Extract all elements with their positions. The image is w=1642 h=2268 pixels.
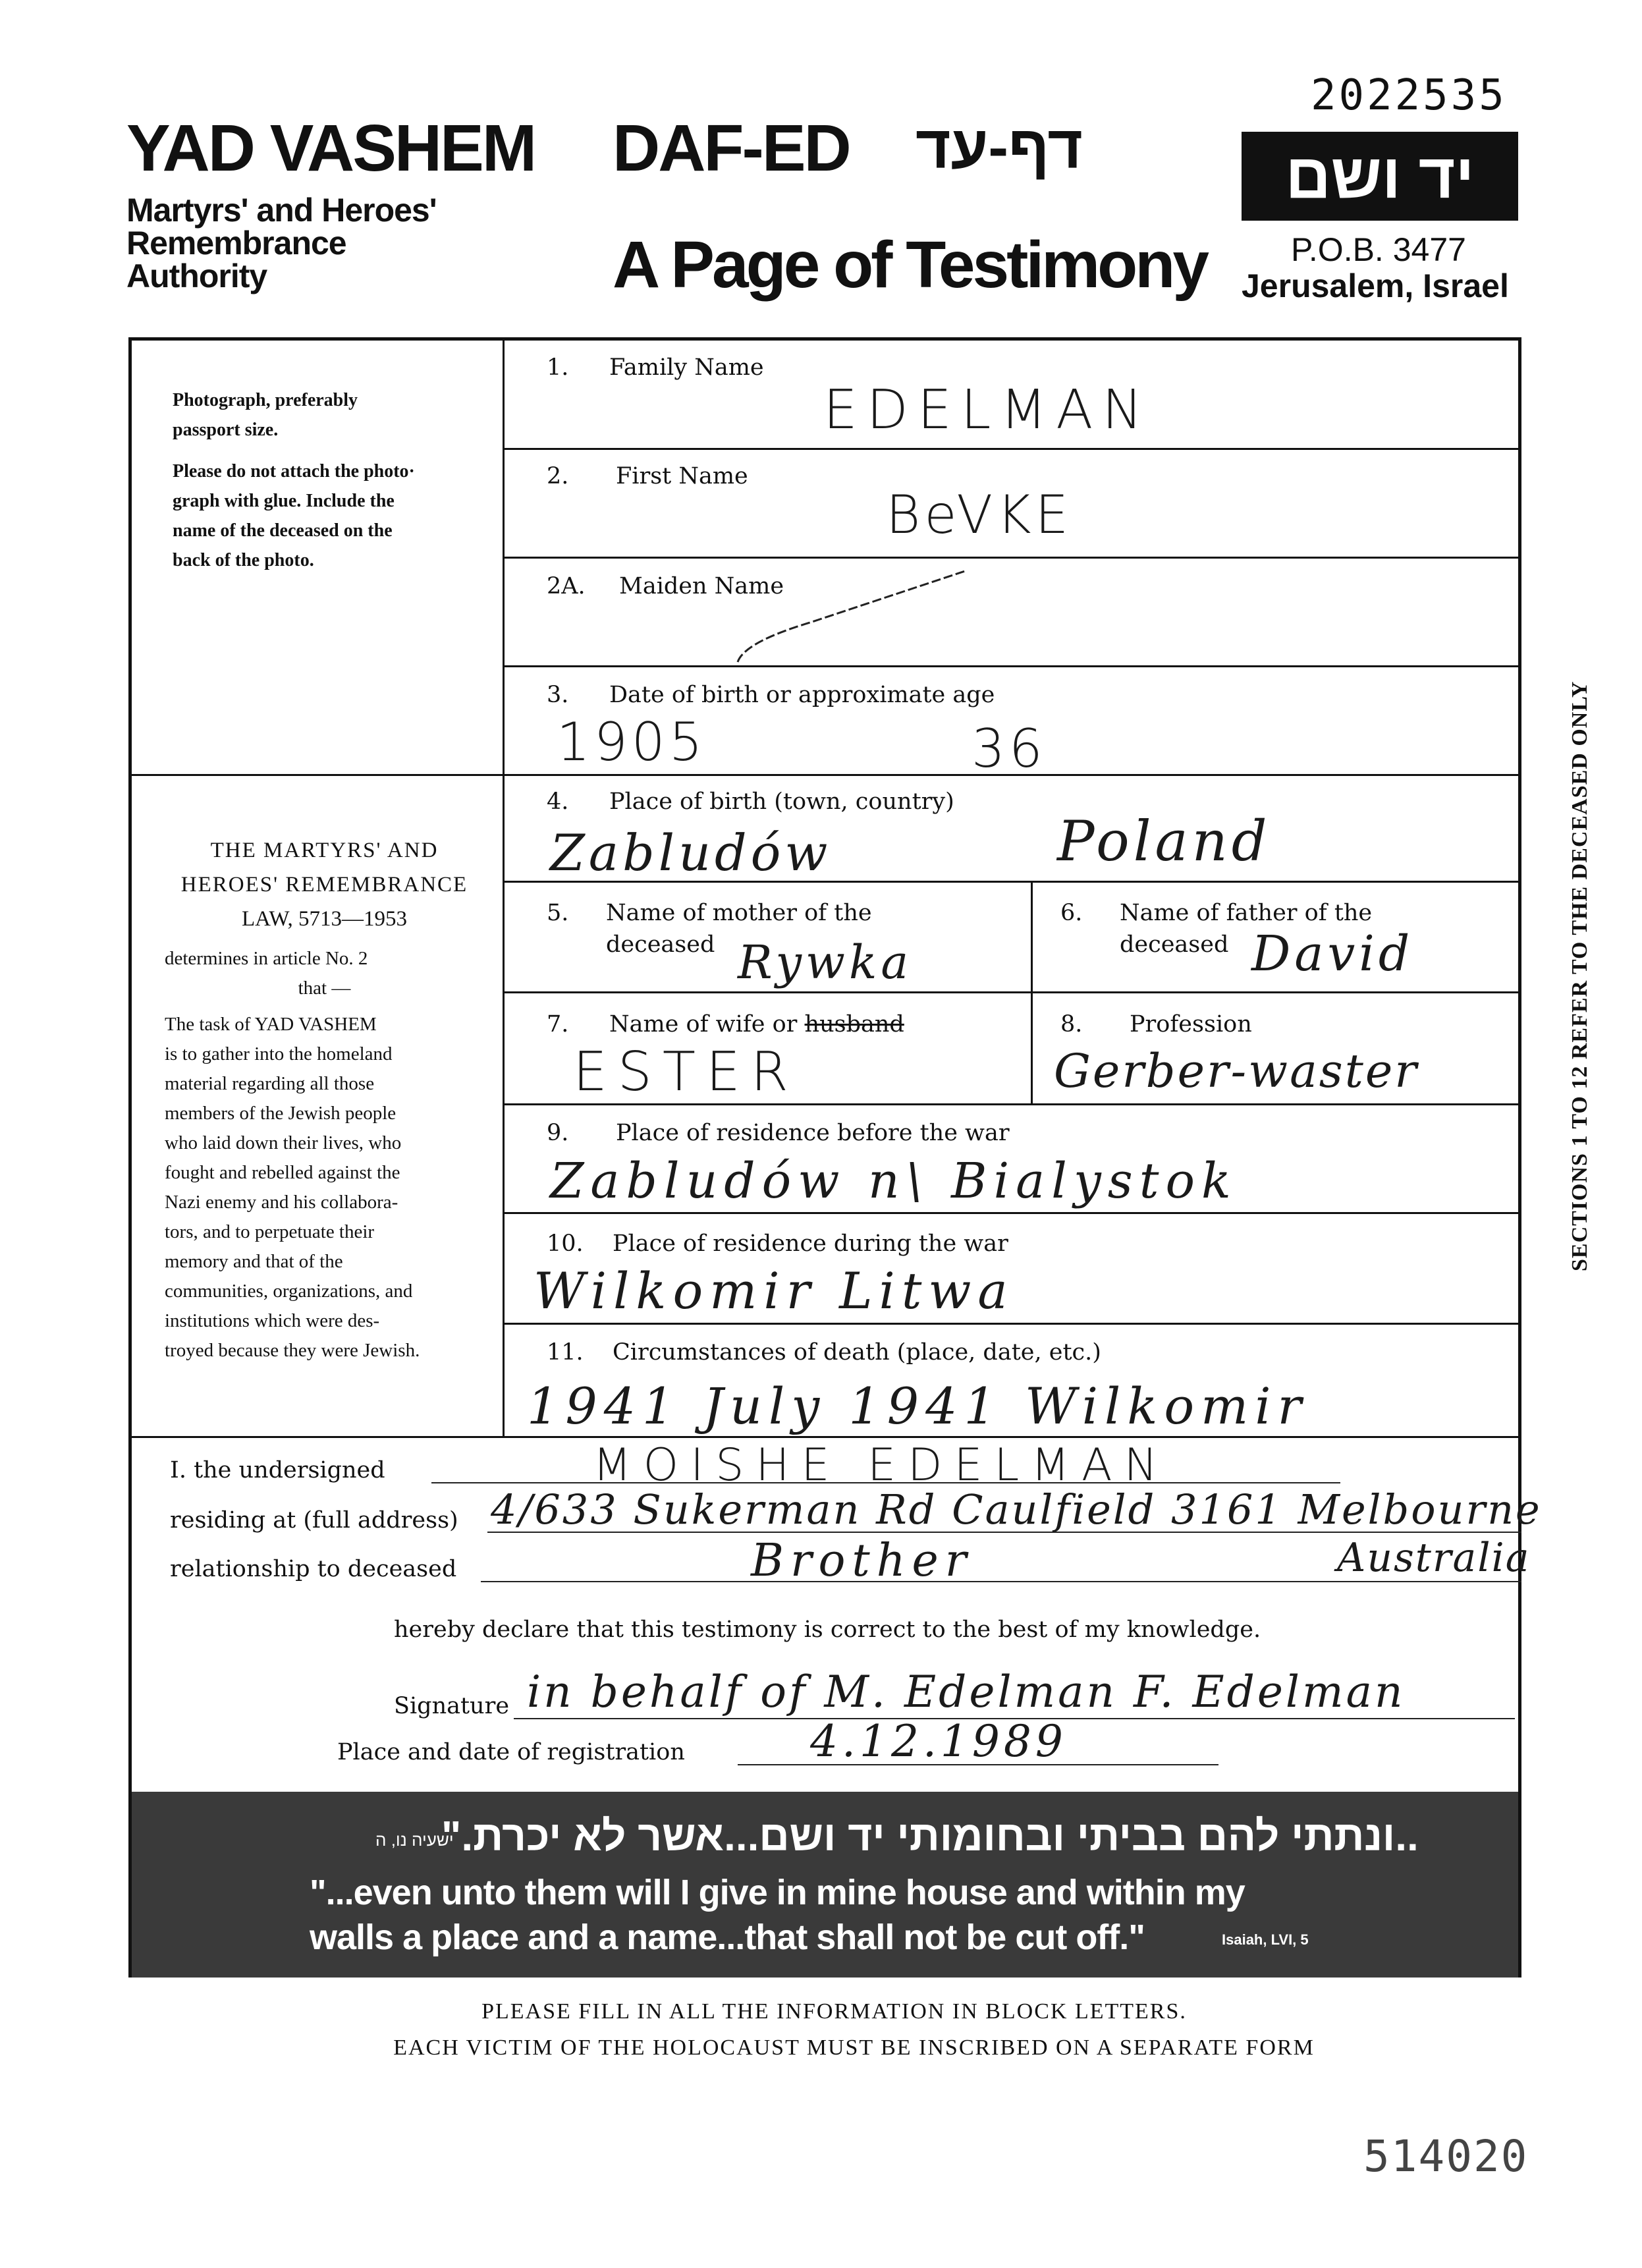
field-4-town[interactable]: Zabludów [550, 823, 832, 882]
law-body-line: who laid down their lives, who [165, 1132, 402, 1153]
field-7-label-husband-struck: husband [804, 1011, 904, 1037]
address-label: residing at (full address) [170, 1507, 458, 1534]
row-line-9 [504, 1212, 1519, 1214]
field-5-number: 5. [547, 900, 569, 926]
field-5-label-1: Name of mother of the [606, 900, 872, 926]
row-line-2a [504, 665, 1519, 667]
row-line-10 [504, 1323, 1519, 1325]
relationship-value[interactable]: Brother [751, 1535, 973, 1587]
field-9-label: Place of residence before the war [616, 1120, 1010, 1146]
law-that: that — [298, 978, 351, 999]
law-body-line: tors, and to perpetuate their [165, 1221, 375, 1242]
org-title: YAD VASHEM [126, 111, 535, 185]
undersigned-value[interactable]: MOISHE EDELMAN [593, 1439, 1170, 1491]
field-3-number: 3. [547, 682, 569, 708]
field-8-value[interactable]: Gerber-waster [1054, 1044, 1419, 1098]
law-block [165, 833, 484, 1366]
field-4-number: 4. [547, 788, 569, 815]
field-2a-strike-mark [731, 563, 981, 669]
law-title-1: THE MARTYRS' AND [210, 839, 439, 862]
document-number: 2022535 [1311, 71, 1507, 120]
law-body-line: fought and rebelled against the [165, 1162, 400, 1183]
photo-line-1: Photograph, preferably [173, 390, 358, 410]
daf-ed-hebrew: דף-עד [916, 114, 1083, 181]
page-title: A Page of Testimony [613, 228, 1207, 302]
side-note-vertical: SECTIONS 1 TO 12 REFER TO THE DECEASED ONLY [1568, 680, 1592, 1271]
law-body-line: material regarding all those [165, 1073, 375, 1094]
photo-line-4: graph with glue. Include the [173, 491, 395, 511]
relationship-underline [481, 1581, 1521, 1582]
form-right-border [1518, 337, 1521, 1978]
field-6-label-1: Name of father of the [1120, 900, 1373, 926]
field-11-number: 11. [547, 1339, 584, 1366]
field-2-number: 2. [547, 463, 569, 489]
field-1-value[interactable]: EDELMAN [823, 379, 1152, 441]
org-subtitle-3: Authority [126, 258, 267, 294]
bottom-archive-number: 514020 [1363, 2131, 1529, 2182]
org-subtitle-2: Remembrance [126, 225, 346, 262]
row-line-5-6 [504, 991, 1519, 993]
law-body-line: Nazi enemy and his collabora- [165, 1192, 398, 1213]
field-7-number: 7. [547, 1011, 569, 1037]
photo-line-6: back of the photo. [173, 550, 314, 570]
banner-hebrew-text: ..ונתתי להם בביתי ובחומותי יד ושם...אשר לא יכרת." [441, 1812, 1419, 1860]
org-subtitle-1: Martyrs' and Heroes' [126, 192, 437, 229]
law-title-2: HEROES' REMEMBRANCE [180, 873, 468, 897]
declaration-statement: hereby declare that this testimony is correct to the best of my knowledge. [394, 1617, 1261, 1643]
field-9-value[interactable]: Zabludów n\ Bialystok [550, 1153, 1238, 1209]
field-1-label: Family Name [609, 354, 764, 381]
address-value[interactable]: 4/633 Sukerman Rd Caulfield 3161 Melbourne [491, 1485, 1542, 1534]
photo-line-2: passport size. [173, 420, 279, 440]
field-1-number: 1. [547, 354, 569, 381]
photo-line-3: Please do not attach the photo· [173, 461, 415, 482]
field-3-birth-year[interactable]: 1905 [557, 711, 707, 773]
field-7-label [609, 1011, 904, 1037]
row-line-1 [504, 448, 1519, 450]
law-body-line: troyed because they were Jewish. [165, 1340, 420, 1361]
pob-address: P.O.B. 3477 [1291, 231, 1466, 268]
form-left-border [128, 337, 132, 1978]
law-body-line: is to gather into the homeland [165, 1043, 393, 1065]
field-6-value[interactable]: David [1251, 926, 1414, 982]
place-date-label: Place and date of registration [337, 1739, 685, 1765]
logo-hebrew-text: יד ושם [1285, 141, 1475, 211]
row-line-7-8 [504, 1103, 1519, 1105]
field-3-age[interactable]: 36 [972, 718, 1047, 779]
daf-ed-title: DAF-ED [613, 111, 850, 185]
city-address: Jerusalem, Israel [1242, 267, 1509, 304]
field-10-value[interactable]: Wilkomir Litwa [534, 1261, 1014, 1320]
law-title-3: LAW, 5713—1953 [242, 907, 407, 931]
law-body-line: The task of YAD VASHEM [165, 1014, 377, 1035]
law-body-line: members of the Jewish people [165, 1103, 397, 1124]
row-line-2 [504, 557, 1519, 559]
field-10-number: 10. [547, 1231, 584, 1257]
country-value[interactable]: Australia [1337, 1535, 1531, 1581]
photo-box-divider [128, 774, 504, 776]
yad-vashem-logo [1242, 132, 1518, 221]
field-5-label-2: deceased [606, 931, 715, 958]
footer-line-2: EACH VICTIM OF THE HOLOCAUST MUST BE INSCRIBED ON A SEPARATE FORM [393, 2035, 1315, 2060]
banner-english-line-2: walls a place and a name...that shall not be cut off." [310, 1918, 1145, 1957]
field-5-value[interactable]: Rywka [738, 935, 913, 989]
scripture-banner [132, 1792, 1518, 1978]
field-2-label: First Name [616, 463, 748, 489]
field-7-label-wife: Name of wife or [609, 1011, 805, 1037]
undersigned-label: I. the undersigned [170, 1457, 385, 1483]
field-4-label: Place of birth (town, country) [609, 788, 954, 815]
footer-line-1: PLEASE FILL IN ALL THE INFORMATION IN BLOCK LETTERS. [481, 1999, 1187, 2024]
law-body [165, 1010, 484, 1366]
photo-box-instructions [173, 385, 482, 575]
photo-line-5: name of the deceased on the [173, 520, 393, 541]
field-6-number: 6. [1060, 900, 1083, 926]
law-body-line: institutions which were des- [165, 1310, 380, 1331]
signature-label: Signature [394, 1693, 510, 1719]
field-3-label: Date of birth or approximate age [609, 682, 995, 708]
field-10-label: Place of residence during the war [613, 1231, 1008, 1257]
field-7-value[interactable]: ESTER [573, 1041, 799, 1103]
field-11-value[interactable]: 1941 July 1941 Wilkomir [527, 1377, 1308, 1435]
field-2a-label: Maiden Name [619, 573, 784, 599]
field-8-label: Profession [1130, 1011, 1252, 1037]
form-top-border [128, 337, 1519, 341]
field-2-value[interactable]: BeVKE [886, 484, 1073, 545]
signature-value[interactable]: in behalf of M. Edelman F. Edelman [527, 1667, 1406, 1717]
field-4-country[interactable]: Poland [1057, 809, 1271, 873]
banner-hebrew-ref: ישעיה נו, ה [375, 1830, 454, 1850]
declaration-divider [128, 1436, 1519, 1438]
field-9-number: 9. [547, 1120, 569, 1146]
field-6-label-2: deceased [1120, 931, 1229, 958]
law-body-line: communities, organizations, and [165, 1281, 413, 1302]
field-2a-number: 2A. [547, 573, 586, 599]
relationship-label: relationship to deceased [170, 1556, 457, 1582]
field-11-label: Circumstances of death (place, date, etc.) [613, 1339, 1101, 1366]
banner-reference: Isaiah, LVI, 5 [1222, 1931, 1309, 1948]
banner-english-line-1: "...even unto them will I give in mine house and within my [310, 1873, 1245, 1912]
law-body-line: memory and that of the [165, 1251, 343, 1272]
split-line-5-6 [1031, 881, 1033, 1103]
law-determines: determines in article No. 2 [165, 948, 368, 969]
place-date-value[interactable]: 4.12.1989 [810, 1716, 1067, 1767]
form-column-divider [503, 337, 505, 1436]
field-8-number: 8. [1060, 1011, 1083, 1037]
